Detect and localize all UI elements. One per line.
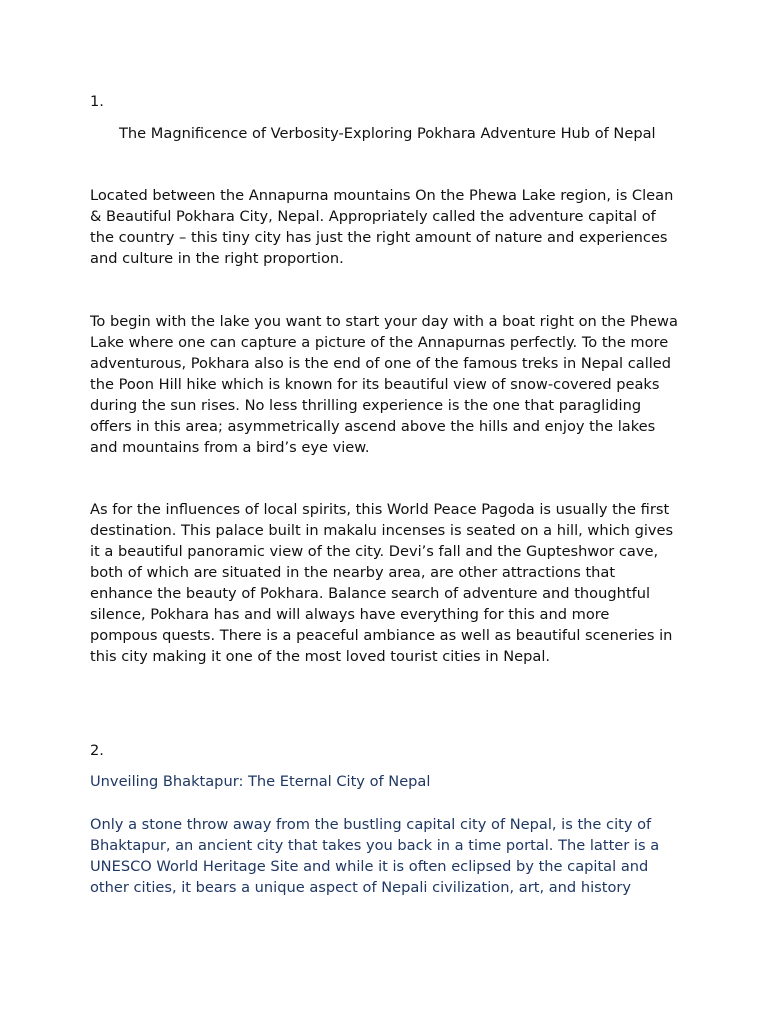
section-1-number: 1. [90,93,104,110]
section-1-title: The Magnificence of Verbosity-Exploring Pokhara Adventure Hub of Nepal [119,125,656,142]
section-2-paragraph-1: Only a stone throw away from the bustling capital city of Nepal, is the city of Bhaktapur, an ancient city that takes you back in a time portal. The latter is a UNESCO World Heritage Site and while it is often eclipsed by the capital and other cities, it bears a unique aspect of Nepali civilization, art, and history [90,816,660,896]
section-1-paragraph-1: Located between the Annapurna mountains On the Phewa Lake region, is Clean & Beautiful Pokhara City, Nepal. Appropriately called the adventure capital of the country – this tiny city has just the right amount of nature and experiences and culture in the right proportion. [90,187,674,267]
section-2-title: Unveiling Bhaktapur: The Eternal City of Nepal [90,773,431,790]
section-2-number: 2. [90,742,104,759]
section-1-paragraph-3: As for the influences of local spirits, this World Peace Pagoda is usually the first destination. This palace built in makalu incenses is seated on a hill, which gives it a beautiful panoramic view of the city. Devi’s fall and the Gupteshwor cave, both of which are situated in the nearby area, are other attractions that enhance the beauty of Pokhara. Balance search of adventure and thoughtful silence, Pokhara has and will always have everything for this and more pompous quests. There is a peaceful ambiance as well as beautiful sceneries in this city making it one of the most loved tourist cities in Nepal. [90,501,674,665]
section-1-paragraph-2: To begin with the lake you want to start your day with a boat right on the Phewa Lake where one can capture a picture of the Annapurnas perfectly. To the more adventurous, Pokhara also is the end of one of the famous treks in Nepal called the Poon Hill hike which is known for its beautiful view of snow-covered peaks during the sun rises. No less thrilling experience is the one that paragliding offers in this area; asymmetrically ascend above the hills and enjoy the lakes and mountains from a bird’s eye view. [90,313,678,456]
